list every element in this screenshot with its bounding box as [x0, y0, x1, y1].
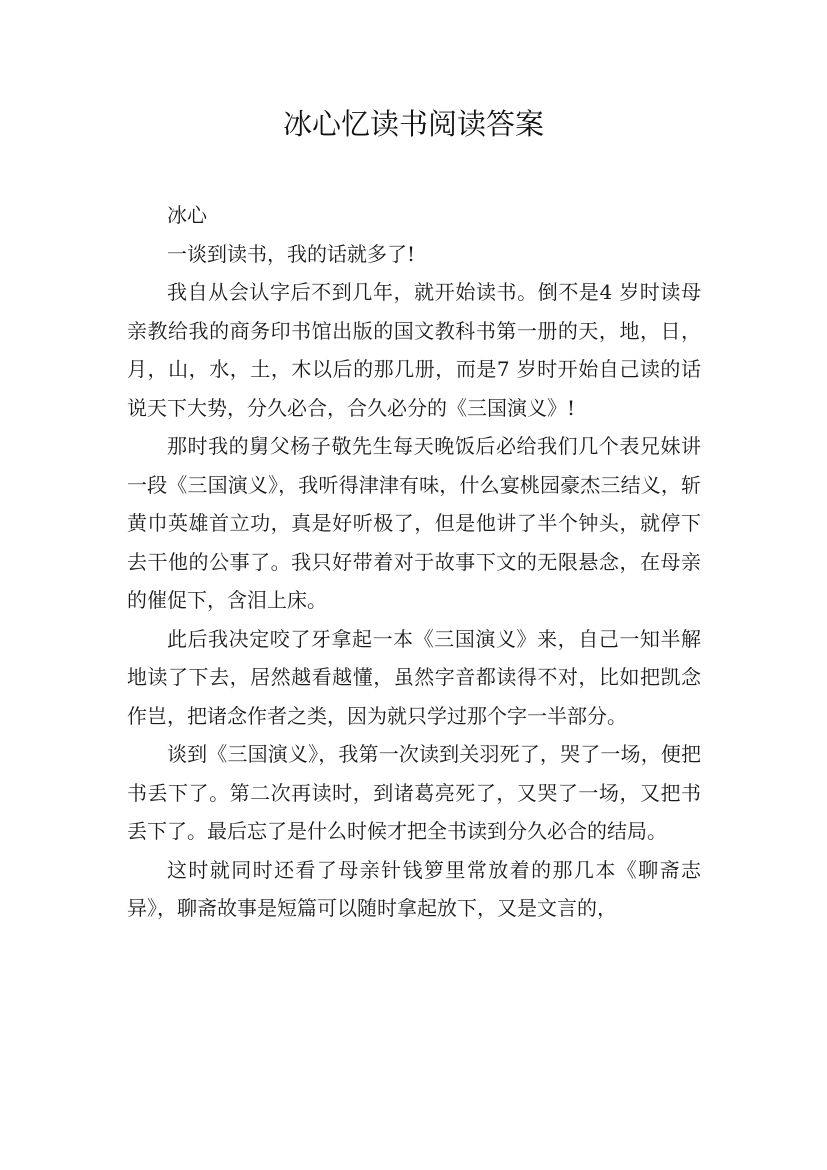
paragraph: 我自从会认字后不到几年，就开始读书。倒不是4 岁时读母亲教给我的商务印书馆出版的国文教科书第一册的天，地，日，月，山，水，土，木以后的那几册，而是7 岁时开始自己读的话说天下大势，分久必合，合久必分的《三国演义》! — [127, 280, 701, 420]
document-body — [127, 196, 701, 928]
document-title: 冰心忆读书阅读答案 — [282, 107, 544, 141]
paragraph: 这时就同时还看了母亲针钱箩里常放着的那几本《聊斋志异》，聊斋故事是短篇可以随时拿起放下，又是文言的， — [127, 857, 701, 920]
paragraph: 那时我的舅父杨子敬先生每天晚饭后必给我们几个表兄妹讲一段《三国演义》，我听得津津有味，什么宴桃园豪杰三结义，斩黄巾英雄首立功，真是好听极了，但是他讲了半个钟头，就停下去干他的公事了。我只好带着对于故事下文的无限悬念，在母亲的催促下，含泪上床。 — [127, 434, 701, 612]
paragraph: 谈到《三国演义》，我第一次读到关羽死了，哭了一场，便把书丢下了。第二次再读时，到诸葛亮死了，又哭了一场，又把书丢下了。最后忘了是什么时候才把全书读到分久必合的结局。 — [127, 742, 701, 843]
author-line: 冰心 — [167, 203, 207, 227]
paragraph: 此后我决定咬了牙拿起一本《三国演义》来，自己一知半解地读了下去，居然越看越懂，虽然字音都读得不对，比如把凯念作岂，把诸念作者之类，因为就只学过那个字一半部分。 — [127, 626, 701, 728]
paragraph: 一谈到读书，我的话就多了! — [167, 241, 416, 266]
